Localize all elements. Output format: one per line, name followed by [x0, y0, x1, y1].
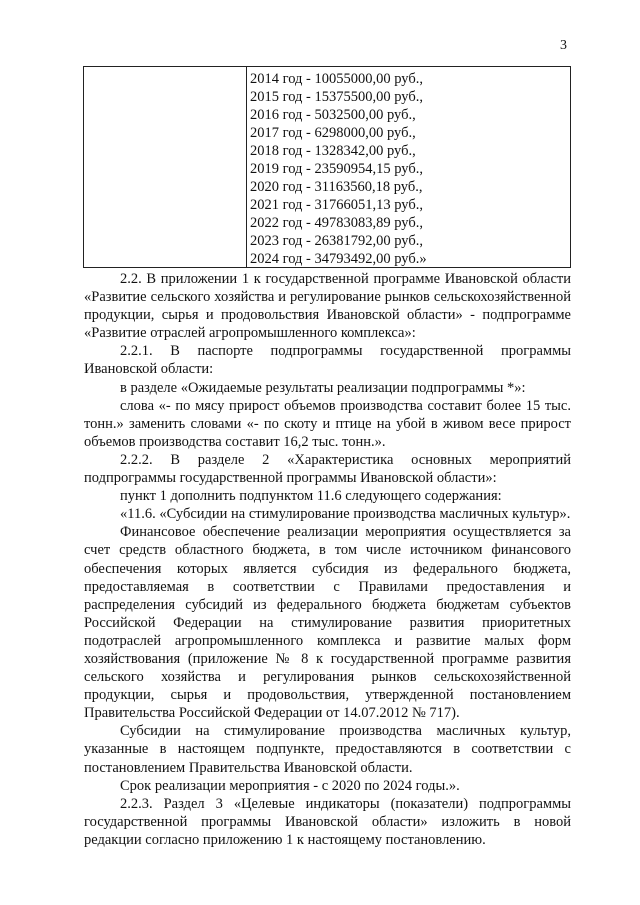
paragraph-term: Срок реализации мероприятия - с 2020 по 2024 годы.». — [120, 777, 460, 794]
paragraph-section-results: в разделе «Ожидаемые результаты реализации подпрограммы *»: — [120, 379, 526, 396]
paragraph-2-2-3: 2.2.3. Раздел 3 «Целевые индикаторы (показатели) подпрограммы государственной программы Ивановской области» изложить в новой редакции согласно приложению 1 к настоящему постановлению. — [84, 795, 571, 848]
paragraph-2-2-2: 2.2.2. В разделе 2 «Характеристика основных мероприятий подпрограммы государственной программы Ивановской области»: — [84, 451, 571, 487]
funding-line: 2024 год - 34793492,00 руб.» — [250, 251, 427, 267]
paragraph-2-2-1: 2.2.1. В паспорте подпрограммы государственной программы Ивановской области: — [84, 343, 571, 378]
document-body — [84, 270, 571, 849]
funding-line: 2019 год - 23590954,15 руб., — [250, 161, 423, 177]
paragraph-subsidies: Субсидии на стимулирование производства масличных культур, указанные в настоящем подпункте, предоставляются в соответствии с постановлением Правительства Ивановской области. — [84, 723, 571, 776]
funding-line: 2016 год - 5032500,00 руб., — [250, 107, 416, 123]
funding-line: 2017 год - 6298000,00 руб., — [250, 125, 416, 141]
funding-line: 2015 год - 15375500,00 руб., — [250, 89, 423, 105]
funding-line: 2014 год - 10055000,00 руб., — [250, 71, 423, 87]
paragraph-financing: Финансовое обеспечение реализации мероприятия осуществляется за счет средств областного бюджета, в том числе источником финансового обеспечения которых является субсидия из федерального бюджета, предоставляемая в соответствии с Правилами предоставления и распределения субсидий из федерального бюджета бюджетам субъектов Российской Федерации на стимулирование развития приоритетных подотраслей агропромышленного комплекса и развитие малых форм хозяйствования (приложение № 8 к государственной программе развития сельского хозяйства и регулирования рынков сельскохозяйственной продукции, сырья и продовольствия, утвержденной постановлением Правительства Российской Федерации от 14.07.2012 № 717). — [84, 524, 571, 722]
paragraph-2-2: 2.2. В приложении 1 к государственной программе Ивановской области «Развитие сельского хозяйства и регулирование рынков сельскохозяйственной продукции, сырья и продовольствия Ивановской области» - подпрограмме «Развитие отраслей агропромышленного комплекса»: — [84, 271, 571, 342]
table-empty-cell — [84, 67, 247, 267]
funding-cell — [247, 67, 427, 267]
funding-line: 2023 год - 26381792,00 руб., — [250, 233, 423, 249]
funding-line: 2020 год - 31163560,18 руб., — [250, 179, 423, 195]
funding-line: 2022 год - 49783083,89 руб., — [250, 215, 423, 231]
funding-table — [83, 66, 571, 268]
page-number: 3 — [560, 38, 567, 53]
paragraph-11-6: «11.6. «Субсидии на стимулирование производства масличных культур». — [120, 506, 571, 523]
funding-line: 2018 год - 1328342,00 руб., — [250, 143, 416, 159]
paragraph-words-replace: слова «- по мясу прирост объемов производства составит более 15 тыс. тонн.» заменить словами «- по скоту и птице на убой в живом весе прирост объемов производства составит 16,2 тыс. тонн.». — [84, 397, 571, 450]
paragraph-point-1: пункт 1 дополнить подпунктом 11.6 следующего содержания: — [120, 488, 502, 505]
funding-line: 2021 год - 31766051,13 руб., — [250, 197, 423, 213]
